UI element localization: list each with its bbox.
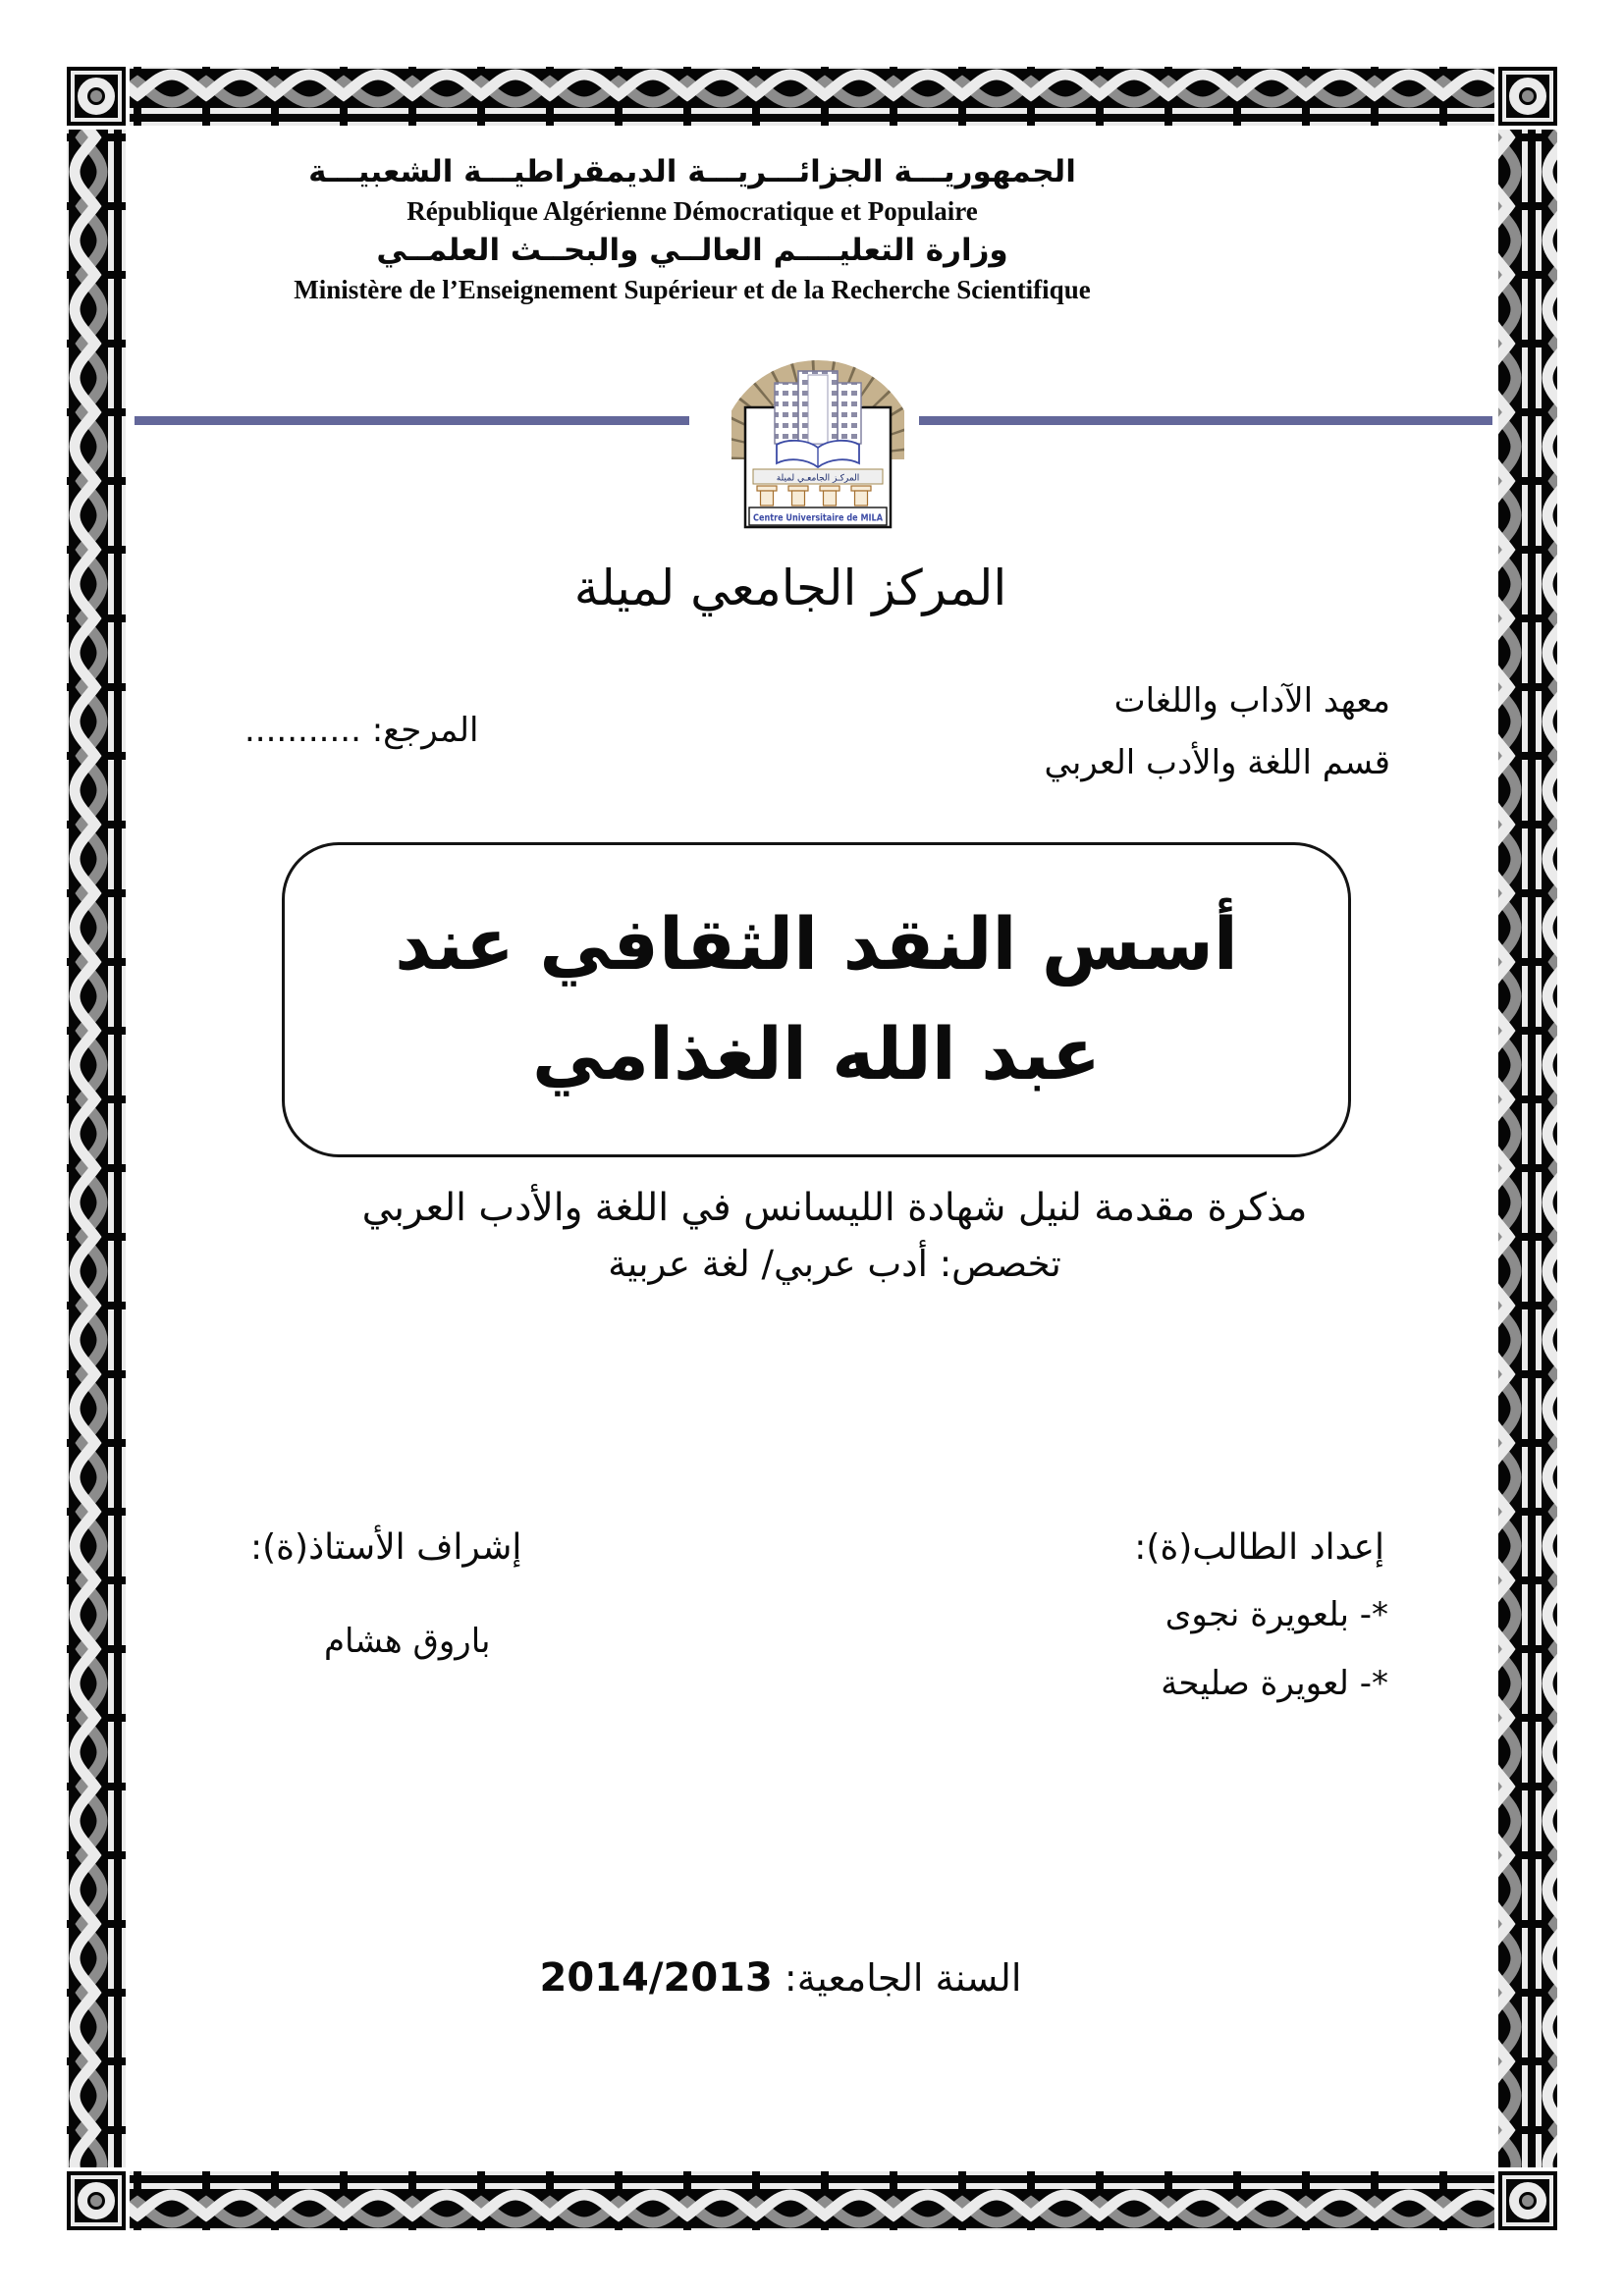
university-logo [731, 334, 904, 538]
department-name: قسم اللغة والأدب العربي [1044, 743, 1390, 782]
supervisor-label: إشراف الأستاذ(ة): [250, 1527, 522, 1568]
logo-band-text: المركـز الجامعـي لميلة [776, 473, 860, 484]
university-name: المركز الجامعي لميلة [573, 560, 1007, 616]
thesis-title-line1: أسس النقد الثقافي عند [395, 902, 1238, 987]
republic-name-fr: République Algérienne Démocratique et Populaire [406, 196, 978, 226]
specialty-line: تخصص: أدب عربي/ لغة عربية [608, 1243, 1061, 1285]
academic-year-label: السنة الجامعية: [784, 1956, 1022, 2000]
affiliation-block [1044, 670, 1390, 794]
republic-name-ar: الجمهوريـــة الجزائـــريـــة الديمقراطيـــة الشعبيـــة [308, 154, 1076, 189]
header-block [0, 149, 1384, 306]
supervisor-name: باروق هشام [324, 1622, 491, 1661]
prepared-by-label: إعداد الطالب(ة): [1134, 1527, 1384, 1568]
logo-caption: Centre Universitaire de MILA [753, 512, 884, 524]
academic-year-value: 2014/2013 [539, 1955, 773, 2001]
reference-field: المرجع: ........... [244, 711, 479, 750]
memoir-description: مذكرة مقدمة لنيل شهادة الليسانس في اللغة والأدب العربي [361, 1186, 1308, 1230]
thesis-title-line2: عبد الله الغذامي [531, 1012, 1102, 1096]
student-item: *- لعويرة صليحة [1161, 1664, 1388, 1703]
ministry-name-ar: وزارة التعليــــم العالــي والبحــث العلمــي [376, 233, 1008, 268]
ministry-name-fr: Ministère de l’Enseignement Supérieur et de la Recherche Scientifique [294, 275, 1091, 304]
thesis-title-box [282, 842, 1351, 1157]
institute-name: معهد الآداب واللغات [1113, 681, 1390, 721]
student-list [1161, 1590, 1388, 1728]
memoir-block [128, 1180, 1542, 1292]
academic-year [128, 1955, 1434, 2001]
student-item: *- بلعويرة نجوى [1164, 1595, 1388, 1634]
